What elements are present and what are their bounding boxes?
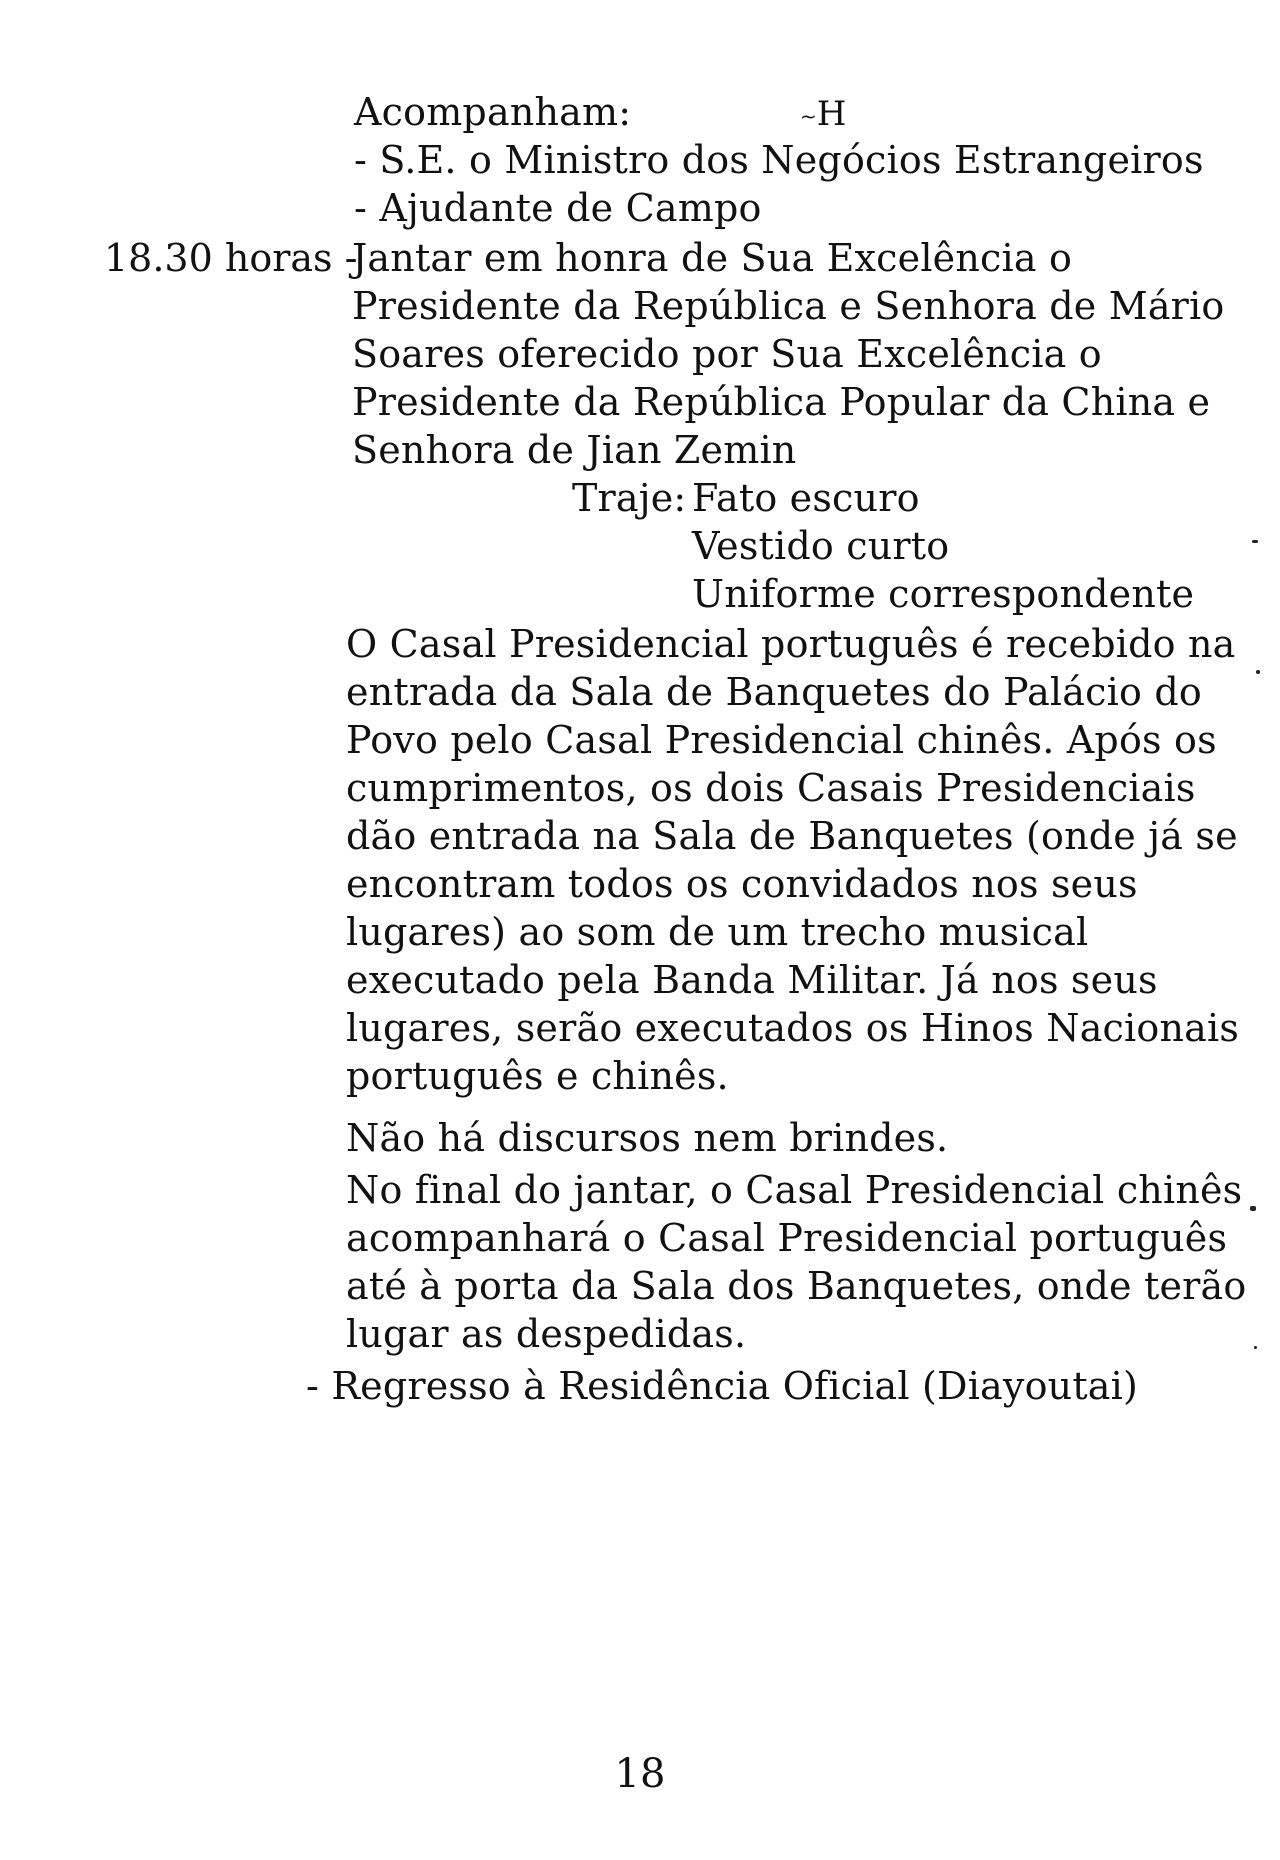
body-line: O Casal Presidencial português é recebido na: [346, 622, 1236, 666]
body-line: executado pela Banda Militar. Já nos seus: [346, 958, 1158, 1002]
scan-speck: [1250, 1206, 1256, 1211]
event-title-line: Presidente da República e Senhora de Mário: [352, 284, 1225, 328]
body-line: dão entrada na Sala de Banquetes (onde já se: [346, 814, 1238, 858]
body-line: português e chinês.: [346, 1054, 729, 1098]
body-line: lugar as despedidas.: [346, 1312, 747, 1356]
body-line: Não há discursos nem brindes.: [346, 1116, 949, 1160]
dress-item: Fato escuro: [692, 476, 920, 520]
closing-line: - Regresso à Residência Oficial (Diayoutai): [306, 1364, 1139, 1408]
scan-speck: [1254, 1346, 1257, 1349]
handwritten-mark: ~H: [800, 94, 847, 134]
body-line: acompanhará o Casal Presidencial português: [346, 1216, 1228, 1260]
body-line: Povo pelo Casal Presidencial chinês. Após os: [346, 718, 1217, 762]
body-line: No final do jantar, o Casal Presidencial chinês: [346, 1168, 1243, 1212]
accompany-item-aide: - Ajudante de Campo: [354, 186, 762, 230]
event-title-line: Jantar em honra de Sua Excelência o: [352, 236, 1073, 280]
body-line: lugares) ao som de um trecho musical: [346, 910, 1089, 954]
body-line: entrada da Sala de Banquetes do Palácio do: [346, 670, 1202, 714]
body-line: cumprimentos, os dois Casais Presidenciais: [346, 766, 1196, 810]
body-line: lugares, serão executados os Hinos Nacionais: [346, 1006, 1240, 1050]
page-number: 18: [614, 1751, 666, 1797]
dress-item: Vestido curto: [692, 524, 950, 568]
event-time: 18.30 horas -: [104, 236, 358, 280]
scan-speck: [1252, 540, 1258, 543]
body-line: até à porta da Sala dos Banquetes, onde terão: [346, 1264, 1247, 1308]
accompany-label: Acompanham:: [354, 90, 632, 134]
event-title-line: Soares oferecido por Sua Excelência o: [352, 332, 1102, 376]
body-line: encontram todos os convidados nos seus: [346, 862, 1138, 906]
scan-speck: [1256, 670, 1260, 674]
event-title-line: Senhora de Jian Zemin: [352, 428, 797, 472]
event-title-line: Presidente da República Popular da China e: [352, 380, 1211, 424]
dress-label: Traje:: [572, 476, 687, 520]
dress-item: Uniforme correspondente: [692, 572, 1195, 616]
accompany-item-minister: - S.E. o Ministro dos Negócios Estrangeiros: [354, 138, 1204, 182]
